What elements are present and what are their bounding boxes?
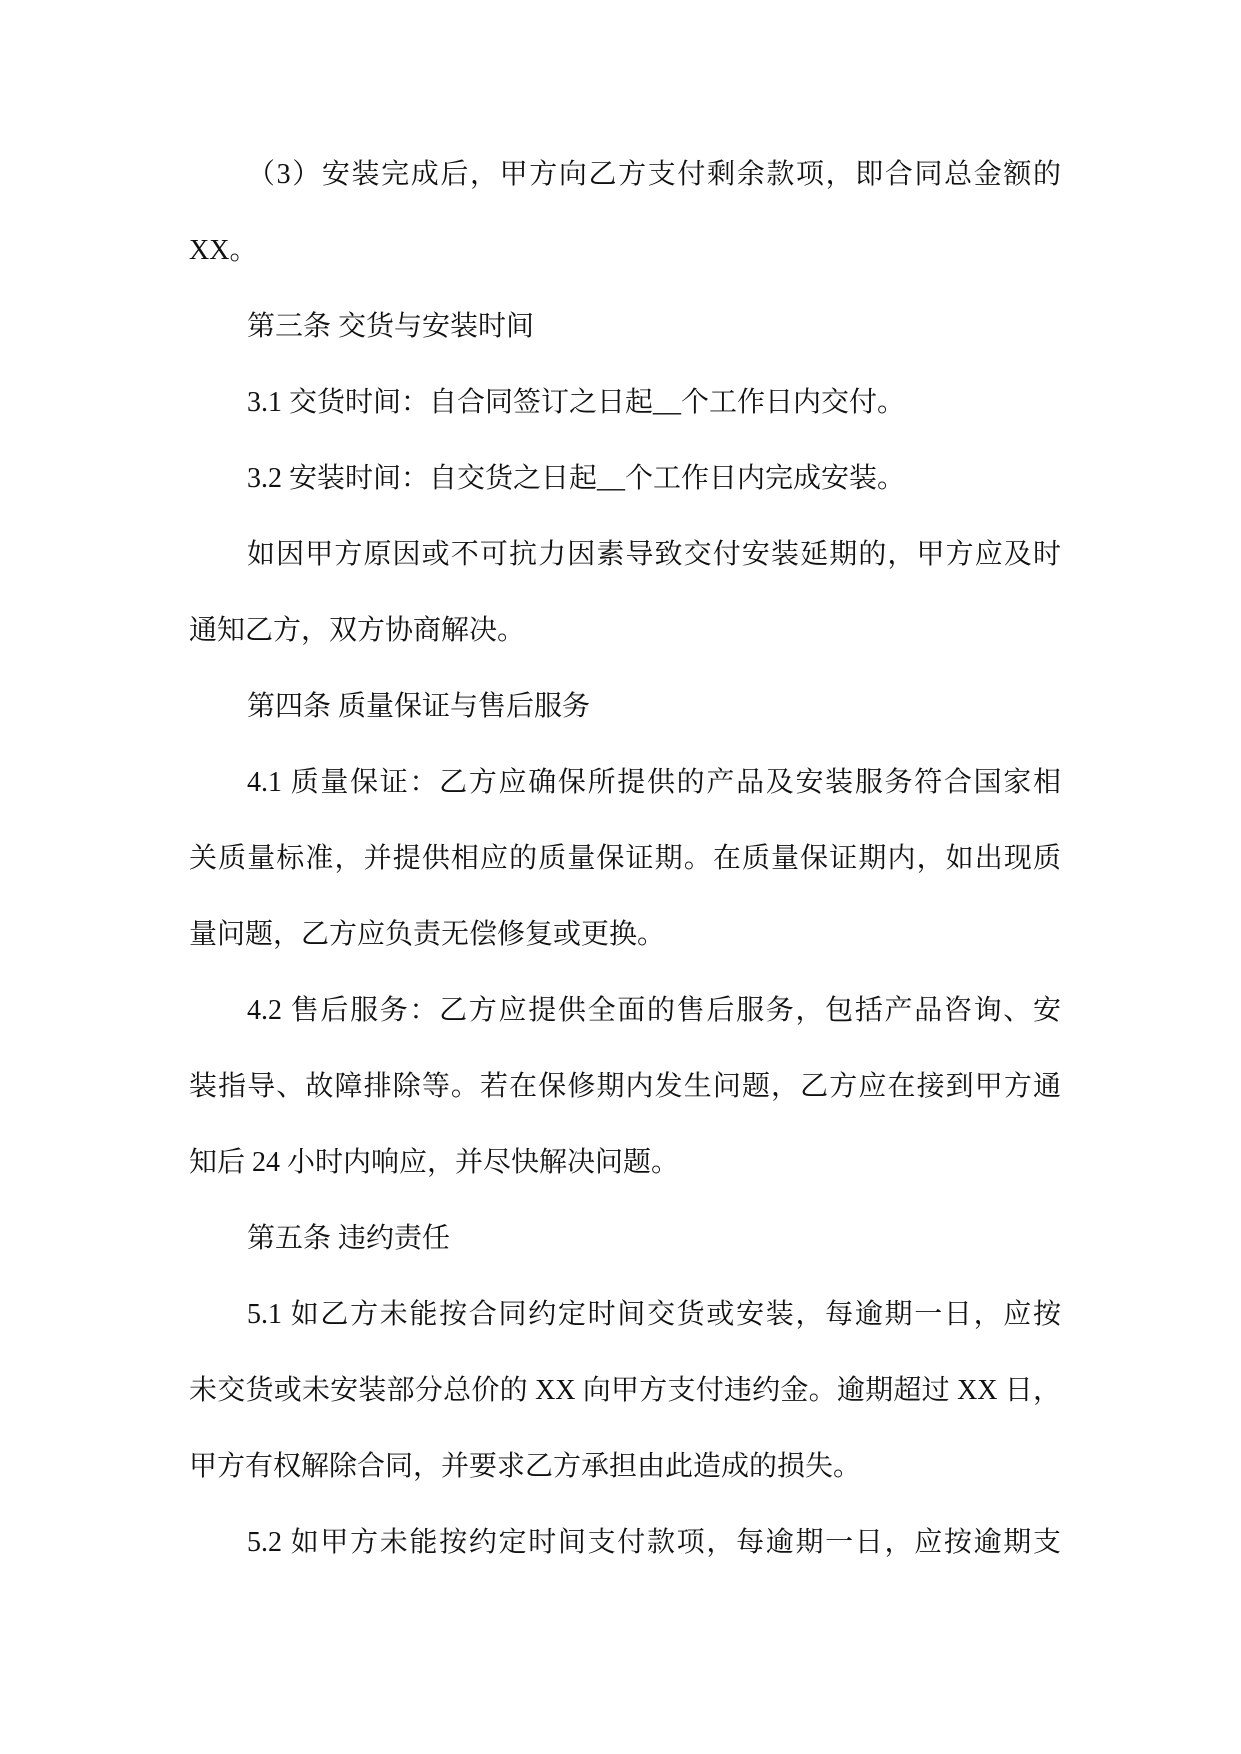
text-line: 如因甲方原因或不可抗力因素导致交付安装延期的，甲方应及时 bbox=[247, 539, 1061, 570]
text-line: 4.2 售后服务：乙方应提供全面的售后服务，包括产品咨询、安 bbox=[247, 995, 1061, 1026]
section-heading-article-3 bbox=[189, 289, 1061, 365]
text-line: 5.1 如乙方未能按合同约定时间交货或安装，每逾期一日，应按 bbox=[247, 1299, 1061, 1330]
section-heading-article-4 bbox=[189, 669, 1061, 745]
text-line: 关质量标准，并提供相应的质量保证期。在质量保证期内，如出现质 bbox=[189, 843, 1061, 874]
text-line: （3）安装完成后，甲方向乙方支付剩余款项，即合同总金额的 bbox=[247, 159, 1061, 190]
text-line: 通知乙方，双方协商解决。 bbox=[189, 615, 526, 646]
clause-4-2 bbox=[189, 973, 1061, 1201]
heading-line: 第五条 违约责任 bbox=[247, 1223, 451, 1254]
clause-4-1 bbox=[189, 745, 1061, 973]
text-line: 甲方有权解除合同，并要求乙方承担由此造成的损失。 bbox=[189, 1451, 862, 1482]
paragraph-delay-notice bbox=[189, 517, 1061, 669]
document-body bbox=[189, 137, 1061, 1581]
text-line: 3.2 安装时间：自交货之日起__个工作日内完成安装。 bbox=[247, 463, 906, 494]
clause-5-2 bbox=[189, 1505, 1061, 1581]
heading-line: 第三条 交货与安装时间 bbox=[247, 311, 535, 342]
clause-5-1 bbox=[189, 1277, 1061, 1505]
text-line: 知后 24 小时内响应，并尽快解决问题。 bbox=[189, 1147, 680, 1178]
text-line: 装指导、故障排除等。若在保修期内发生问题，乙方应在接到甲方通 bbox=[189, 1071, 1061, 1102]
clause-3-1 bbox=[189, 365, 1061, 441]
clause-3-2 bbox=[189, 441, 1061, 517]
text-line: 3.1 交货时间：自合同签订之日起__个工作日内交付。 bbox=[247, 387, 906, 418]
text-line: 5.2 如甲方未能按约定时间支付款项，每逾期一日，应按逾期支 bbox=[247, 1527, 1061, 1558]
paragraph-payment-balance bbox=[189, 137, 1061, 289]
text-line: 量问题，乙方应负责无偿修复或更换。 bbox=[189, 919, 666, 950]
heading-line: 第四条 质量保证与售后服务 bbox=[247, 691, 591, 722]
text-line: 4.1 质量保证：乙方应确保所提供的产品及安装服务符合国家相 bbox=[247, 767, 1061, 798]
text-line: 未交货或未安装部分总价的 XX 向甲方支付违约金。逾期超过 XX 日， bbox=[189, 1375, 1061, 1406]
section-heading-article-5 bbox=[189, 1201, 1061, 1277]
text-line: XX。 bbox=[189, 235, 258, 266]
